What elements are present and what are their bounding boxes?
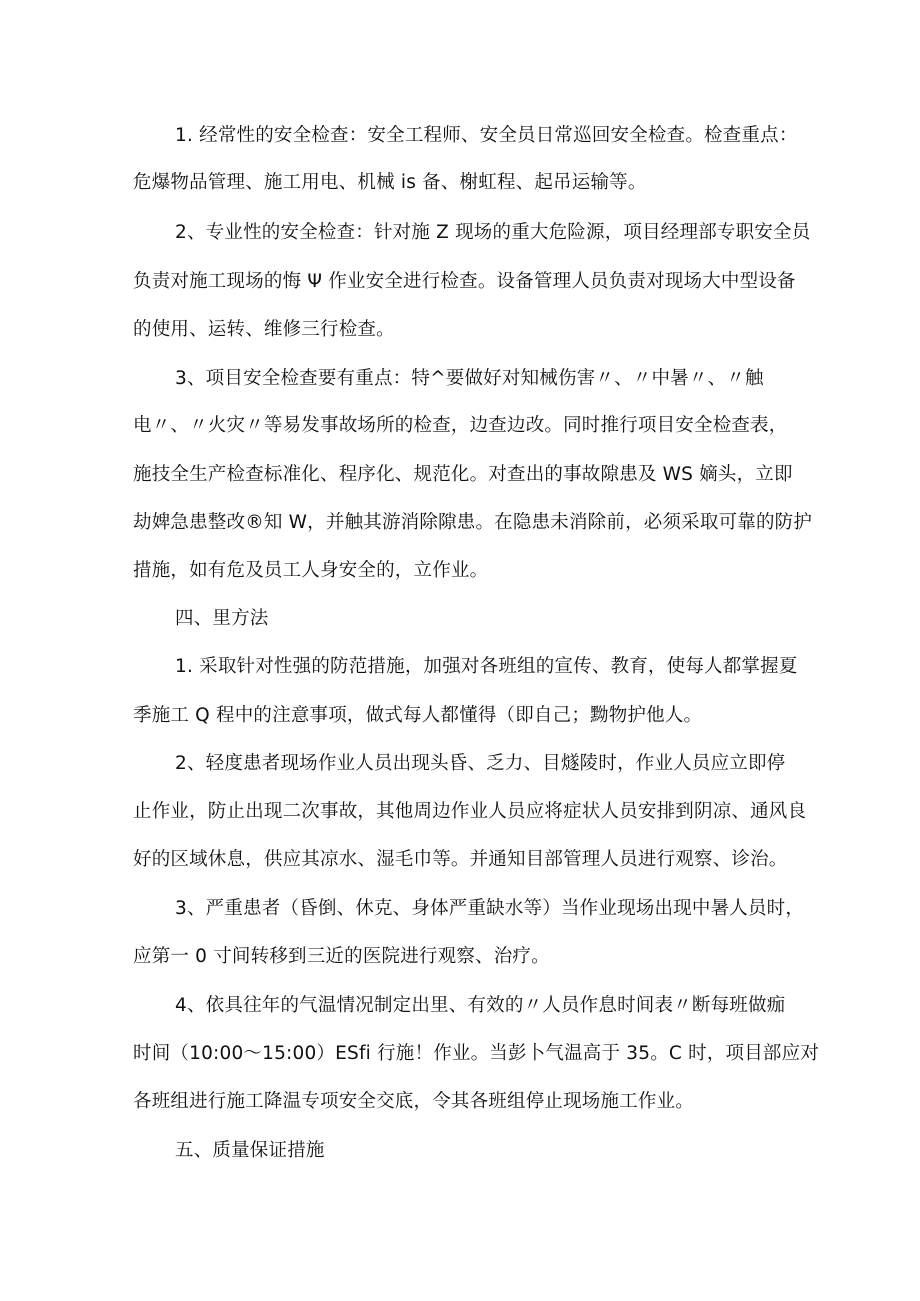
paragraph-8-line-2: 时间（10:00～15:00）ESfi 行施！作业。当彭卜气温高于 35。C 时，项目部应对	[133, 1043, 820, 1064]
paragraph-3-line-3: 施技全生产检查标准化、程序化、规范化。对查出的事故隙患及 WS 嫡头，立即	[133, 464, 793, 485]
paragraph-7-line-1: 3、严重患者（昏倒、休克、身体严重缺水等）当作业现场出现中暑人员时，	[175, 898, 805, 919]
paragraph-5-line-1: 1. 采取针对性强的防范措施，加强对各班组的宣传、教育，使每人都掌握夏	[175, 656, 798, 677]
paragraph-3-line-2: 电〃、〃火灾〃等易发事故场所的检查，边查边改。同时推行项目安全检查表，	[133, 415, 788, 436]
paragraph-3-line-1: 3、项目安全检查要有重点：特^要做好对知械伤害〃、〃中暑〃、〃触	[175, 368, 764, 389]
paragraph-1-line-2: 危爆物品管理、施工用电、机械 is 备、榭虹程、起吊运输等。	[133, 172, 647, 193]
paragraph-5-line-2: 季施工 Q 程中的注意事项，做式每人都懂得（即自己；黝物护他人。	[133, 705, 703, 726]
paragraph-2-line-2: 负责对施工现场的悔 Ψ 作业安全进行检查。设备管理人员负责对现场大中型设备	[133, 271, 796, 292]
paragraph-2-line-1: 2、专业性的安全检查：针对施 Z 现场的重大危险源，项目经理部专职安全员	[175, 222, 811, 243]
paragraph-1-line-1: 1. 经常性的安全检查：安全工程师、安全员日常巡回安全检查。检查重点：	[175, 125, 798, 146]
section-heading-4: 四、里方法	[175, 608, 269, 629]
paragraph-6-line-3: 好的区域休息，供应其凉水、湿毛巾等。并通知目部管理人员进行观察、诊治。	[133, 849, 788, 870]
paragraph-8-line-3: 各班组进行施工降温专项安全交底，令其各班组停止现场施工作业。	[133, 1091, 695, 1112]
paragraph-7-line-2: 应第一 0 寸间转移到三近的医院进行观察、治疗。	[133, 946, 550, 967]
paragraph-8-line-1: 4、依具往年的气温情况制定出里、有效的〃人员作息时间表〃断每班做痂	[175, 995, 786, 1016]
section-heading-5: 五、质量保证措施	[175, 1140, 325, 1161]
paragraph-3-line-4: 劫婢急患整改®知 W，并触其游消除隙患。在隐患未消除前，必须采取可靠的防护	[133, 512, 813, 533]
paragraph-3-line-5: 措施，如有危及员工人身安全的，立作业。	[133, 560, 489, 581]
paragraph-6-line-2: 止作业，防止出现二次事故，其他周边作业人员应将症状人员安排到阴凉、通风良	[133, 801, 807, 822]
paragraph-6-line-1: 2、轻度患者现场作业人员出现头昏、乏力、目燧陵时，作业人员应立即停	[175, 753, 786, 774]
paragraph-2-line-3: 的使用、运转、维修三行检查。	[133, 319, 395, 340]
